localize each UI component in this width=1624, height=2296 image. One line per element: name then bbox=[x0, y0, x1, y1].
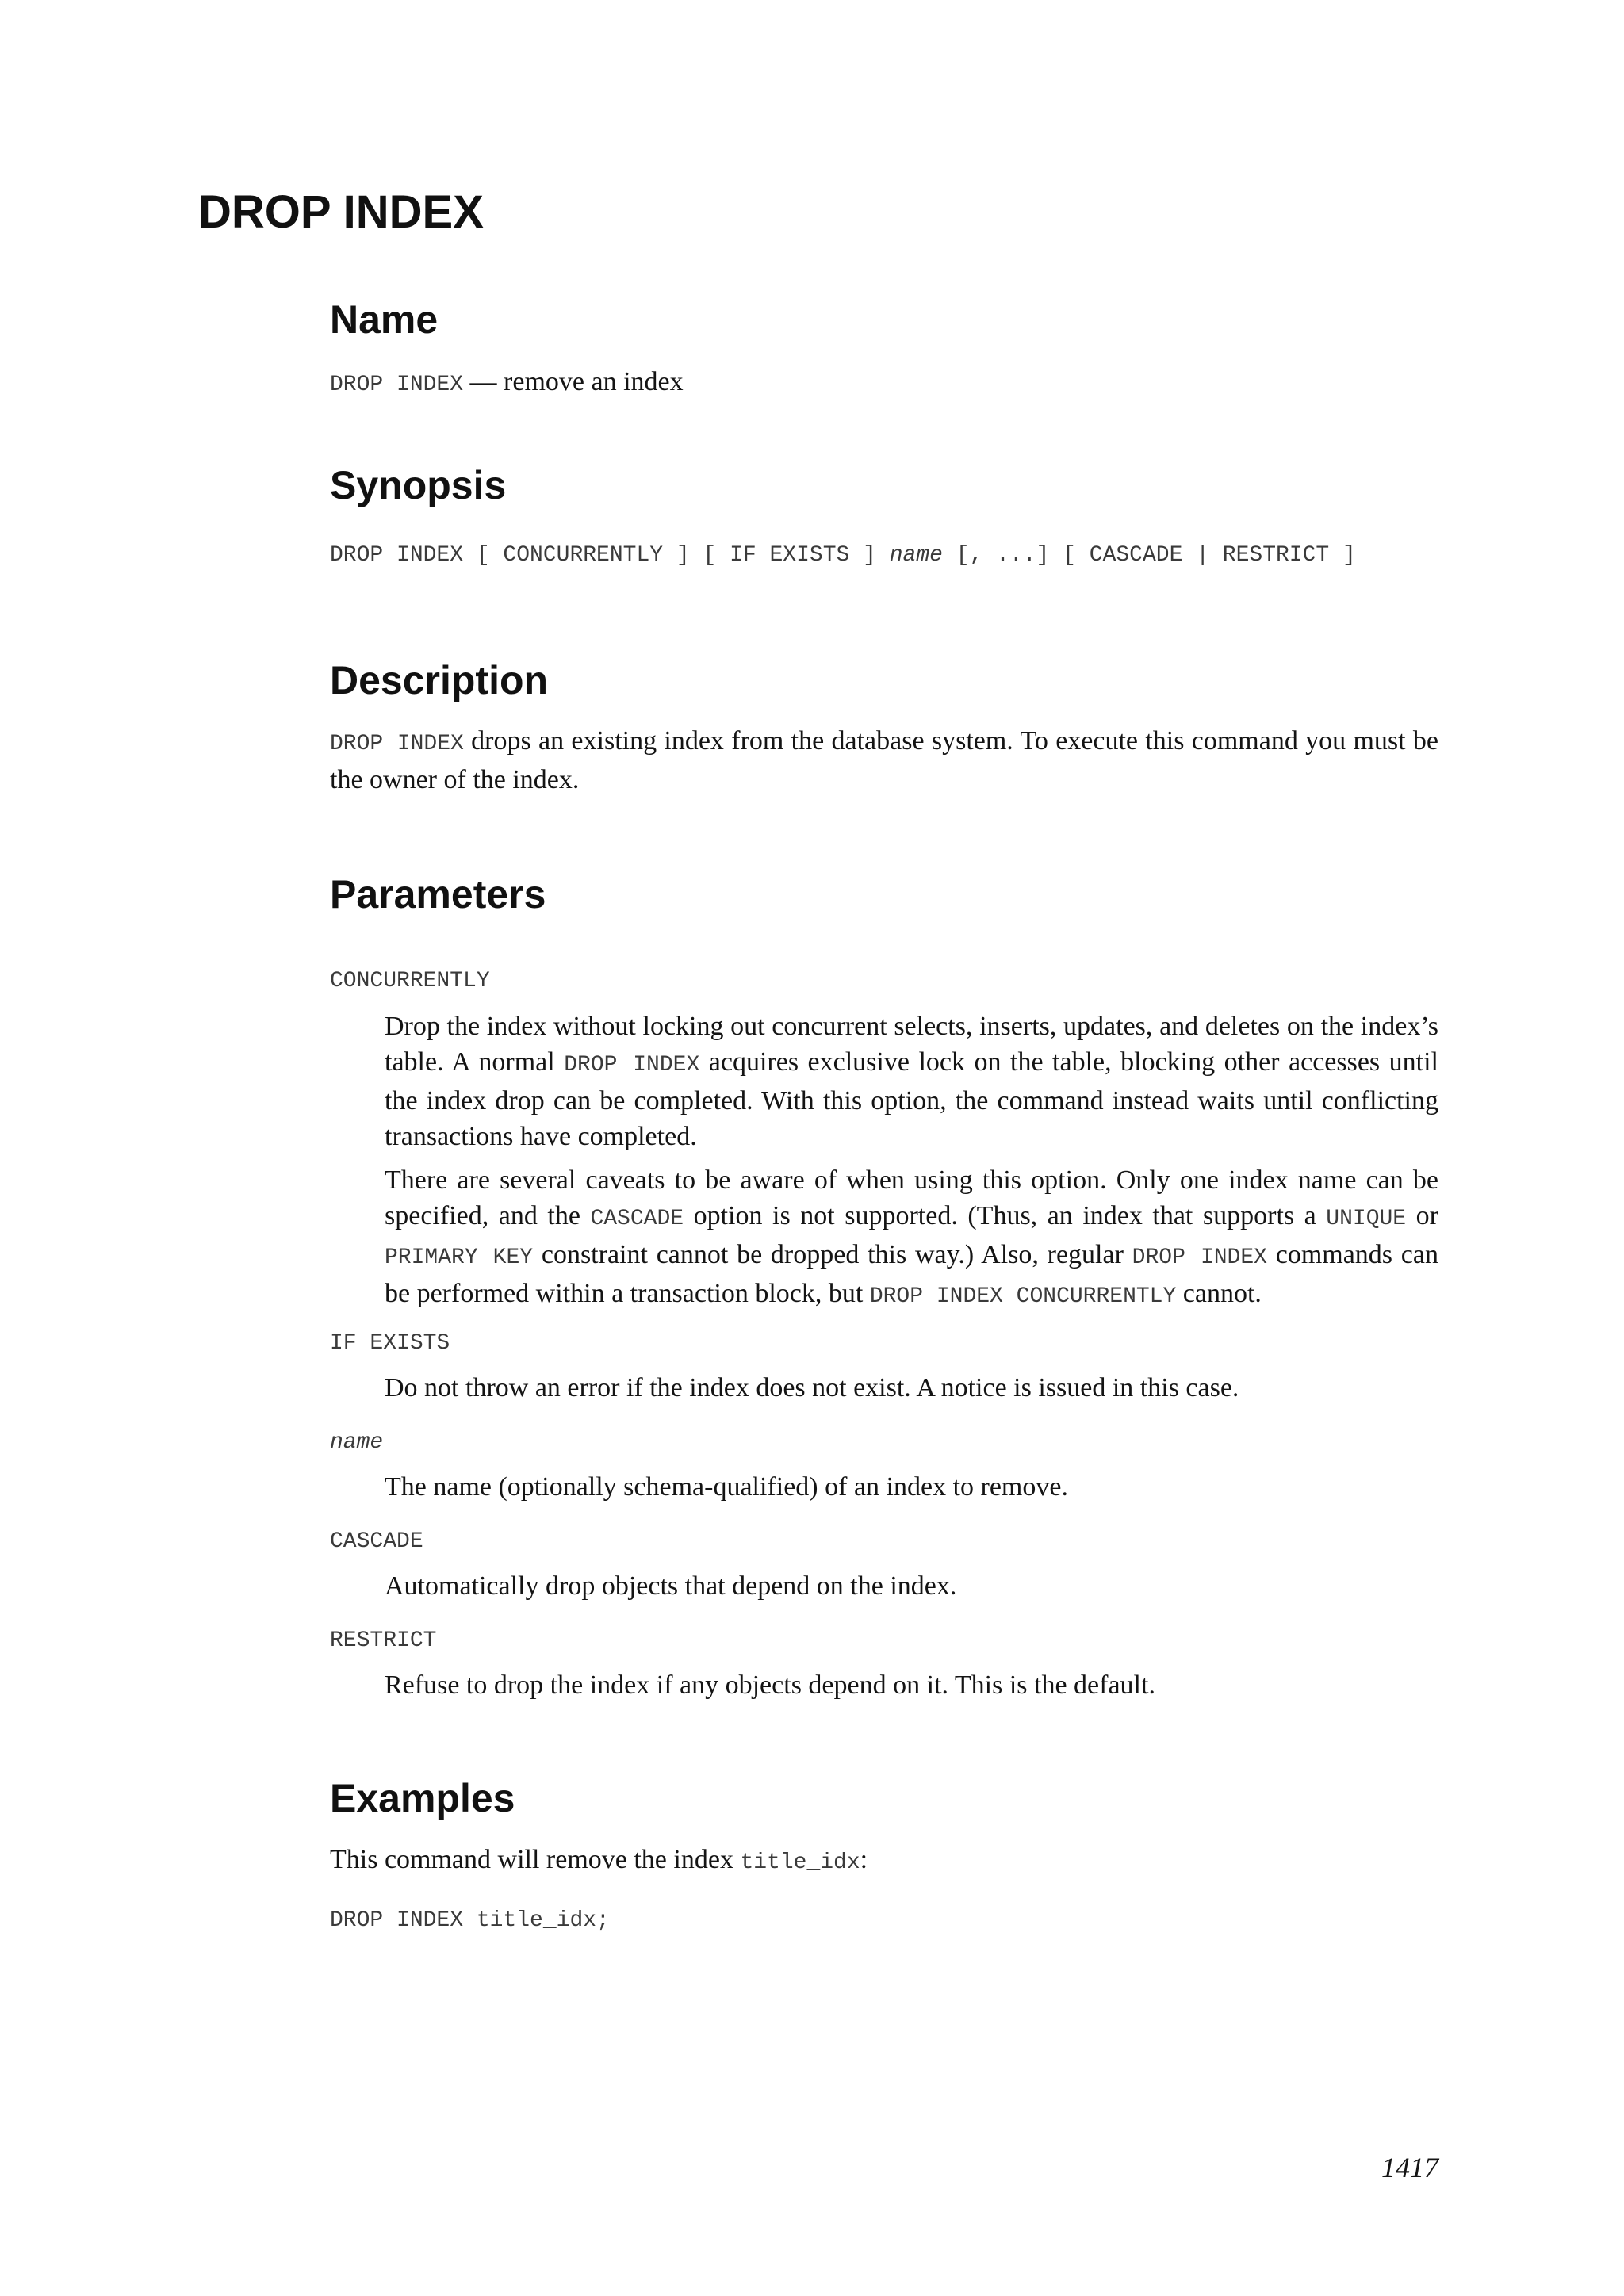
param-desc-if-exists bbox=[385, 1370, 1438, 1406]
code-text: DROP INDEX bbox=[330, 373, 464, 397]
code-text: name bbox=[330, 1430, 384, 1455]
param-desc-concurrently-p2 bbox=[385, 1162, 1438, 1314]
code-text: PRIMARY KEY bbox=[385, 1246, 534, 1270]
inline-text: option is not supported. (Thus, an index that supports a bbox=[684, 1201, 1327, 1230]
param-term-if-exists bbox=[330, 1322, 450, 1361]
synopsis-heading: Synopsis bbox=[330, 463, 507, 507]
code-text: DROP INDEX CONCURRENTLY bbox=[869, 1284, 1177, 1309]
parameters-heading: Parameters bbox=[330, 872, 546, 916]
inline-text: constraint cannot be dropped this way.) Also, regular bbox=[533, 1240, 1132, 1269]
inline-text: Automatically drop objects that depend on the index. bbox=[385, 1571, 957, 1601]
description-paragraph bbox=[330, 723, 1438, 798]
examples-heading: Examples bbox=[330, 1776, 515, 1820]
inline-text: Refuse to drop the index if any objects depend on it. This is the default. bbox=[385, 1670, 1155, 1700]
param-desc-concurrently-p1 bbox=[385, 1008, 1438, 1154]
code-text: title_idx bbox=[740, 1850, 860, 1875]
inline-text: or bbox=[1406, 1201, 1438, 1230]
inline-text: This command will remove the index bbox=[330, 1845, 741, 1874]
code-text: UNIQUE bbox=[1326, 1207, 1407, 1231]
page-number: 1417 bbox=[1381, 2152, 1438, 2183]
inline-text: drops an existing index from the database system. To execute this command you must be the owner of the index. bbox=[330, 726, 1438, 794]
code-text: DROP INDEX bbox=[1132, 1246, 1267, 1270]
code-text: name bbox=[889, 543, 943, 568]
name-line bbox=[330, 364, 1438, 403]
inline-text: There are several caveats to be aware of when using this option. Only one index name can be specified, and the bbox=[385, 1165, 1438, 1230]
inline-text: cannot. bbox=[1176, 1279, 1262, 1308]
code-text: CASCADE bbox=[590, 1207, 684, 1231]
code-text: DROP INDEX [ CONCURRENTLY ] [ IF EXISTS ] bbox=[330, 543, 890, 568]
param-term-concurrently bbox=[330, 960, 490, 999]
code-text: DROP INDEX bbox=[330, 732, 464, 756]
code-text: [, ...] [ CASCADE | RESTRICT ] bbox=[942, 543, 1356, 568]
description-heading: Description bbox=[330, 658, 549, 702]
inline-text: The name (optionally schema-qualified) of an index to remove. bbox=[385, 1472, 1068, 1502]
page-title: DROP INDEX bbox=[198, 186, 484, 238]
code-text: IF EXISTS bbox=[330, 1331, 450, 1356]
synopsis-command bbox=[330, 534, 1356, 573]
inline-text: — remove an index bbox=[463, 367, 684, 396]
name-heading: Name bbox=[330, 297, 439, 342]
inline-text: acquires exclusive lock on the table, blocking other accesses until the index drop can be completed. With this option, the command instead waits until conflicting transactions have completed. bbox=[385, 1047, 1439, 1151]
code-text: CONCURRENTLY bbox=[330, 969, 490, 993]
inline-text: Drop the index without locking out concurrent selects, inserts, updates, and deletes on the index’s table. A normal bbox=[385, 1012, 1438, 1077]
param-desc-name bbox=[385, 1469, 1438, 1505]
inline-text: : bbox=[860, 1845, 868, 1874]
param-desc-restrict bbox=[385, 1667, 1438, 1703]
param-term-restrict bbox=[330, 1620, 436, 1659]
code-text: CASCADE bbox=[330, 1529, 423, 1554]
param-term-cascade bbox=[330, 1521, 423, 1559]
examples-intro bbox=[330, 1842, 1438, 1881]
example-code: DROP INDEX title_idx; bbox=[330, 1908, 610, 1933]
code-text: DROP INDEX bbox=[564, 1053, 700, 1077]
inline-text: Do not throw an error if the index does not exist. A notice is issued in this case. bbox=[385, 1373, 1239, 1402]
param-desc-cascade bbox=[385, 1568, 1438, 1604]
inline-text: commands can be performed within a transaction block, but bbox=[385, 1240, 1438, 1308]
code-text: RESTRICT bbox=[330, 1628, 437, 1653]
param-term-name bbox=[330, 1422, 383, 1460]
